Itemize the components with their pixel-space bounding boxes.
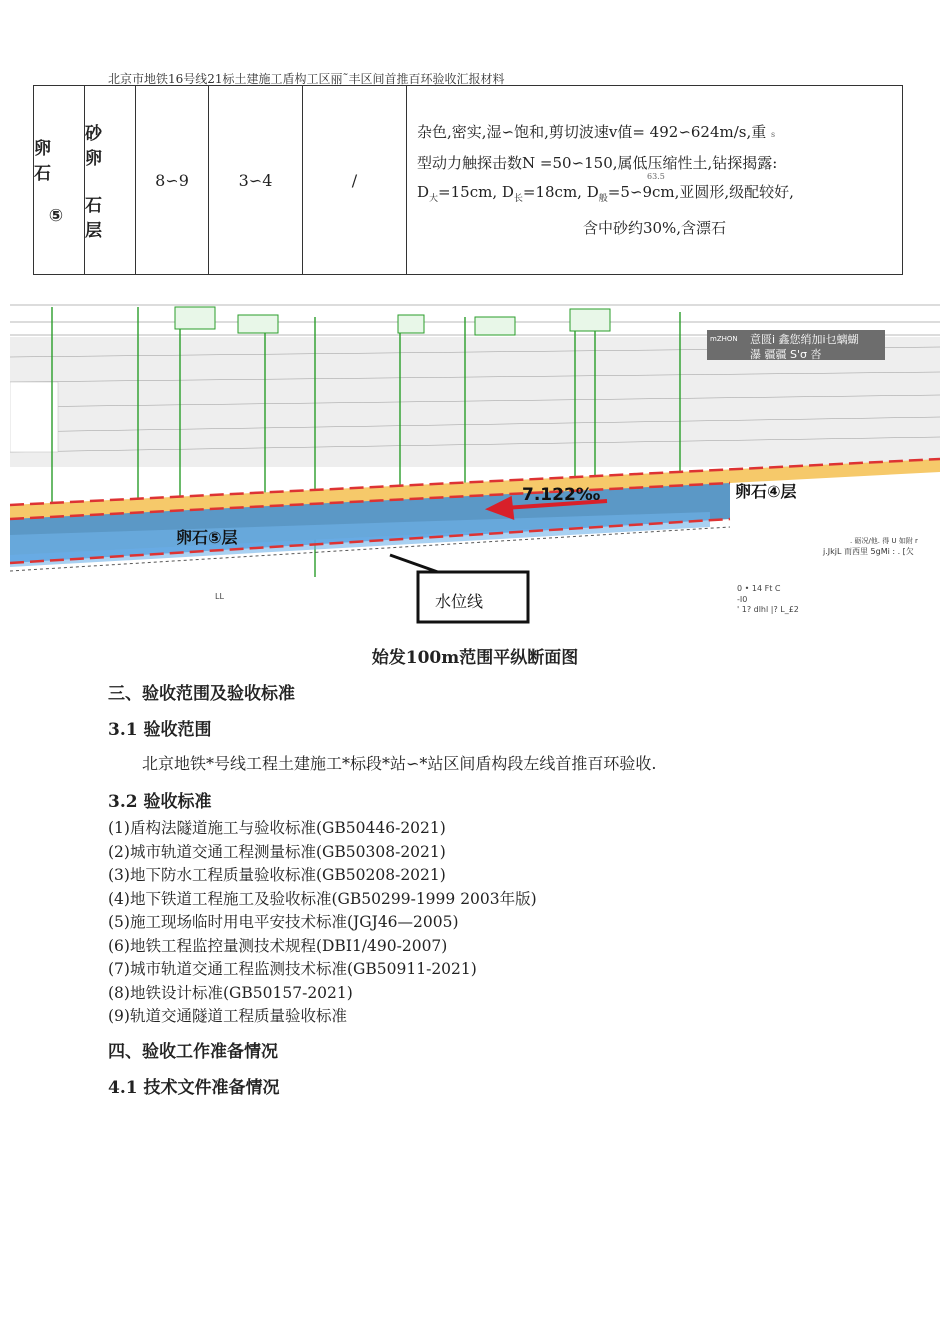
pebble-layer-5-label: 卵石⑤层 (176, 528, 238, 547)
standards-list (108, 817, 537, 1029)
soil-value-cell-2: 3∽4 (209, 86, 303, 275)
soil-type-text-2: 石 层 (85, 196, 108, 241)
desc-line-3: $D_大=15cm$, $D_长=18cm$, $D_般=5∽9cm$,亚圆形,级配较好, (417, 182, 794, 204)
soil-type-text-1: 砂 卵 (85, 124, 108, 169)
standard-item: (9)轨道交通隧道工程质量验收标准 (108, 1007, 347, 1025)
standard-item: (2)城市轨道交通工程测量标准(GB50308-2021) (108, 842, 446, 861)
page-header: 北京市地铁16号线21标土建施工盾构工区丽˜丰区间首推百环验收汇报材料 (108, 72, 505, 86)
stray-text-7: -I0 (737, 595, 748, 604)
slope-label: 7.122‰ (522, 485, 601, 505)
stray-text-1: 意匮i 鑫您绡加i乜螭蝴 (750, 333, 859, 346)
standard-item: (4)地下铁道工程施工及验收标准(GB50299-1999 2003年版) (108, 889, 537, 908)
stray-text-9: LL (215, 592, 224, 601)
pebble-layer-4-label: 卵石④层 (735, 482, 797, 501)
section-3-1-text: 北京地铁*号线工程土建施工*标段*站∽*站区间盾构段左线首推百环验收. (142, 754, 657, 773)
desc-line-2: 型动力触探击数N =50∽150,属低压缩性土,钻探揭露: 63.5 (417, 153, 778, 181)
soil-property-table (33, 85, 903, 275)
soil-value-cell-1: 8∽9 (136, 86, 209, 275)
standard-item: (8)地铁设计标准(GB50157-2021) (108, 983, 353, 1002)
section-3-1-title: 3.1 验收范围 (108, 720, 212, 740)
figure-caption: 始发100m范围平纵断面图 (371, 648, 579, 668)
longitudinal-profile-drawing (10, 287, 940, 627)
stray-text-3: mZHON (710, 335, 738, 343)
standard-item: (3)地下防水工程质量验收标准(GB50208-2021) (108, 866, 446, 884)
soil-type-cell (85, 86, 136, 275)
section-4-1-title: 4.1 技术文件准备情况 (108, 1078, 280, 1098)
standard-item: (1)盾构法隧道施工与验收标准(GB50446-2021) (108, 819, 446, 837)
soil-description-cell (407, 86, 903, 275)
stray-text-4: . 砺况/他. 得 U 如附 r (850, 537, 918, 545)
section-3-2-title: 3.2 验收标准 (108, 792, 212, 812)
desc-line-1: 杂色,密实,湿∽饱和,剪切波速v值= 492∽624m/s,重 s (417, 122, 776, 141)
soil-value-cell-3: / (303, 86, 407, 275)
section-3-title: 三、验收范围及验收标准 (108, 684, 295, 704)
desc-line-4: 含中砂约30%,含漂石 (582, 218, 727, 237)
stray-text-5: j.JkjL 而西里 5gMi : . [欠 (823, 547, 914, 556)
stray-text-6: 0 • 14 Ft C (737, 584, 781, 593)
standard-item: (7)城市轨道交通工程监测技术标准(GB50911-2021) (108, 960, 477, 978)
standard-item: (5)施工现场临时用电平安技术标准(JGJ46—2005) (108, 913, 459, 931)
standard-item: (6)地铁工程监控量测技术规程(DBI1/490-2007) (108, 936, 448, 955)
water-line-label: 水位线 (435, 592, 484, 611)
soil-name-text: 卵 石 (34, 139, 57, 184)
stray-text-2: 瀑 疆疆 S'σ 呇 (750, 348, 822, 361)
soil-number-text: ⑤ (48, 206, 70, 226)
soil-name-cell (34, 86, 85, 275)
stray-text-8: ' 1? dlhl |? L_£2 (737, 605, 799, 614)
section-4-title: 四、验收工作准备情况 (108, 1042, 278, 1062)
